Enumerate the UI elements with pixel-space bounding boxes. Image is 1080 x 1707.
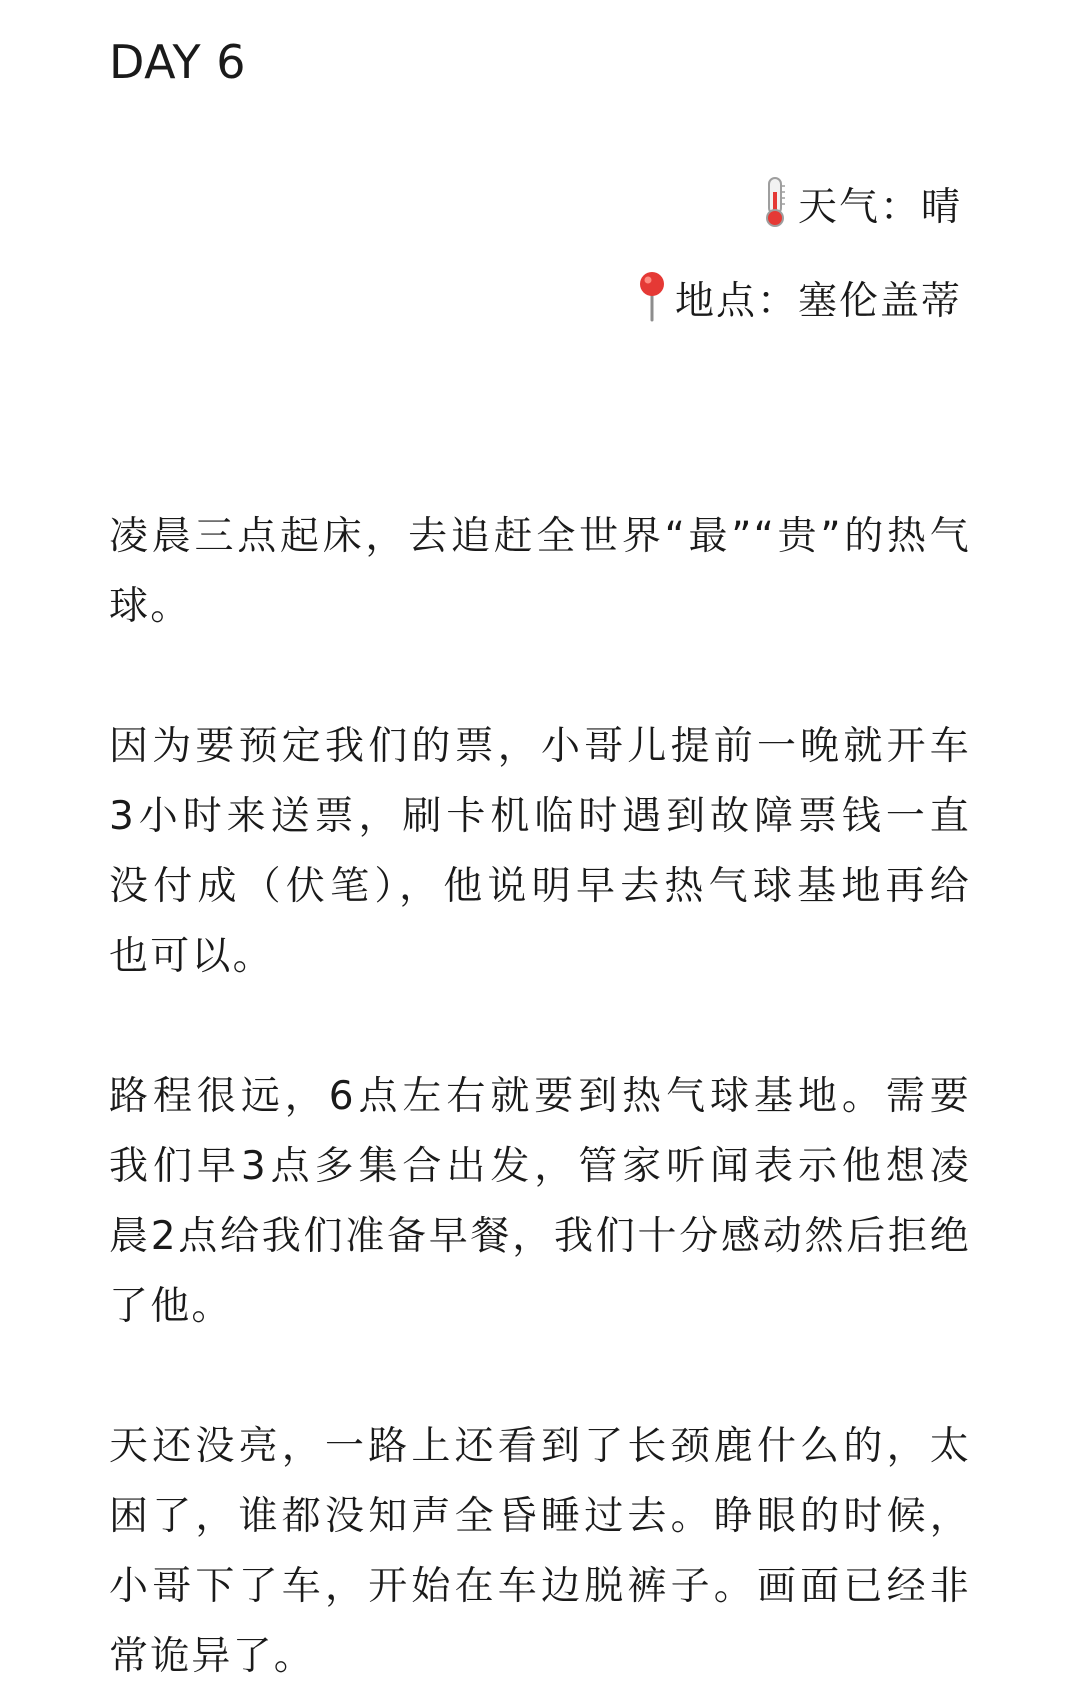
paragraph-2 xyxy=(109,712,971,992)
location-row xyxy=(635,270,962,330)
paragraph-line: 凌晨三点起床，去追赶全世界“最”“贵”的热气 xyxy=(109,514,971,559)
paragraph-4 xyxy=(109,1412,971,1692)
paragraph-line: 了他。 xyxy=(109,1284,233,1329)
weather-text: 天气：晴 xyxy=(797,185,962,230)
paragraph-line: 路程很远，6点左右就要到热气球基地。需要 xyxy=(109,1074,971,1119)
pin-icon xyxy=(635,270,669,322)
paragraph-line: 没付成（伏笔），他说明早去热气球基地再给 xyxy=(109,864,971,909)
paragraph-3 xyxy=(109,1062,971,1342)
weather-row xyxy=(758,176,962,236)
paragraph-line: 我们早3点多集合出发，管家听闻表示他想凌 xyxy=(109,1144,971,1189)
paragraph-line: 球。 xyxy=(109,584,192,629)
paragraph-line: 3小时来送票，刷卡机临时遇到故障票钱一直 xyxy=(109,794,971,839)
paragraph-line: 天还没亮，一路上还看到了长颈鹿什么的，太 xyxy=(109,1424,971,1469)
location-text: 地点：塞伦盖蒂 xyxy=(674,279,962,324)
paragraph-line: 因为要预定我们的票，小哥儿提前一晚就开车 xyxy=(109,724,971,769)
paragraph-1 xyxy=(109,502,971,642)
paragraph-line: 小哥下了车，开始在车边脱裤子。画面已经非 xyxy=(109,1564,971,1609)
paragraph-line: 困了，谁都没知声全昏睡过去。睁眼的时候， xyxy=(109,1494,971,1539)
paragraph-line: 也可以。 xyxy=(109,934,274,979)
paragraph-line: 晨2点给我们准备早餐，我们十分感动然后拒绝 xyxy=(109,1214,971,1259)
thermometer-icon xyxy=(758,176,792,228)
page-title: DAY 6 xyxy=(109,35,246,89)
paragraph-line: 常诡异了。 xyxy=(109,1634,316,1679)
